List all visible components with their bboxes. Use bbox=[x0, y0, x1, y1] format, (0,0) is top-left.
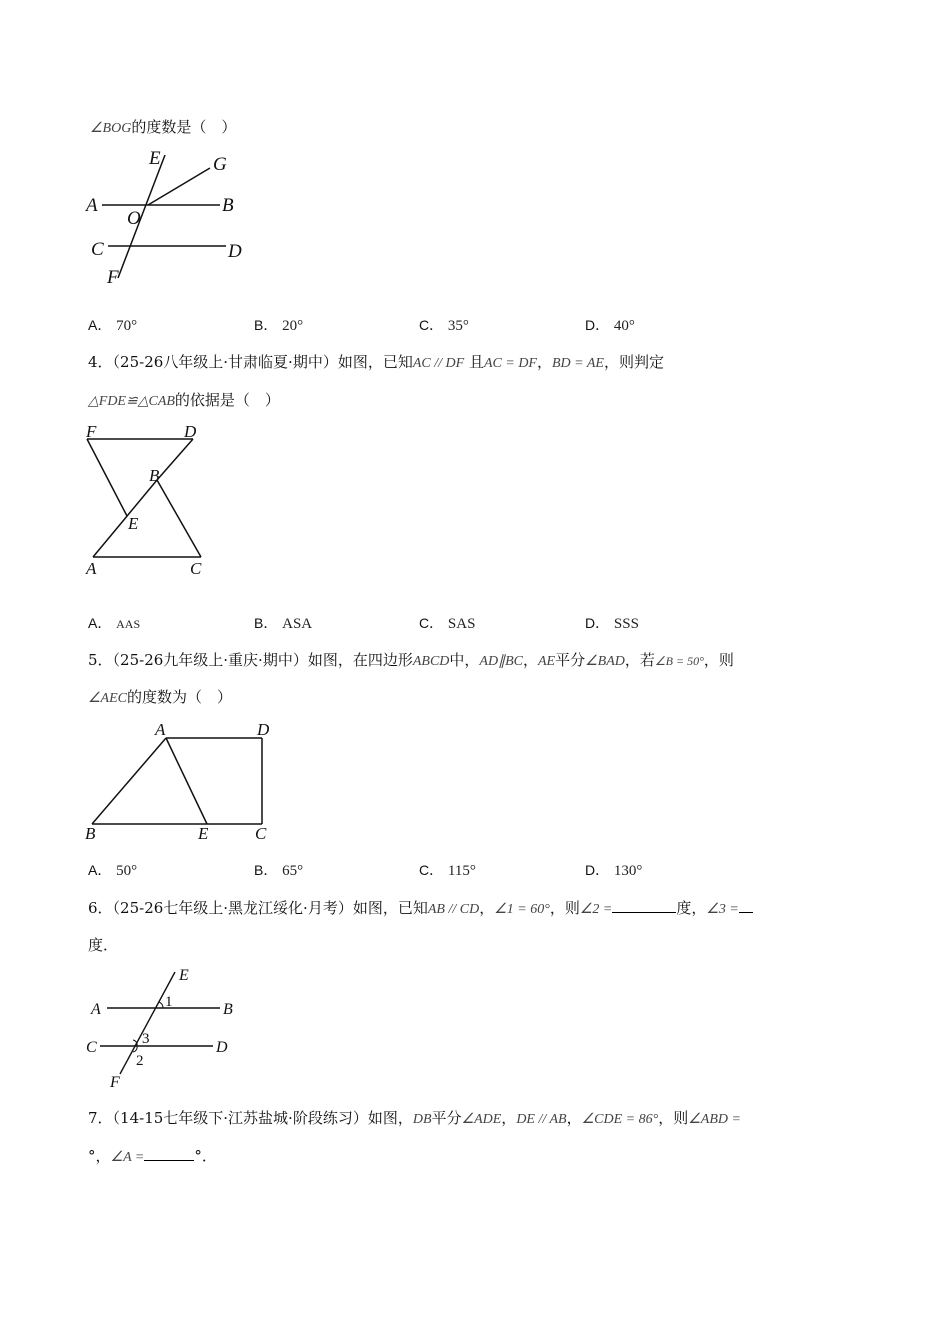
q5-option-b[interactable]: B． 65° bbox=[254, 862, 304, 879]
q5-option-c[interactable]: C． 115° bbox=[419, 862, 476, 879]
q4-number: 4． bbox=[88, 353, 113, 371]
q4-segment-db bbox=[157, 439, 193, 480]
q3-label-c: C bbox=[91, 239, 104, 260]
q4-figure bbox=[80, 420, 220, 580]
q4-label-b: B bbox=[149, 466, 160, 485]
q6-source: （25-26七年级上·黑龙江绥化·月考） bbox=[112, 899, 353, 917]
q3-line-ef bbox=[118, 155, 165, 278]
q3-label-f: F bbox=[107, 267, 119, 288]
q5-segment-ae bbox=[166, 738, 207, 824]
q5-line2: ∠AEC的度数为（ ） bbox=[88, 688, 233, 706]
q3-stem bbox=[90, 116, 236, 137]
q5-line1: 5．（25-26九年级上·重庆·期中）如图，在四边形ABCD中，AD∥BC，AE平分∠BAD，若∠B = 50°，则 bbox=[88, 651, 734, 669]
q5-source: （25-26九年级上·重庆·期中） bbox=[112, 651, 308, 669]
q3-label-a: A bbox=[86, 195, 98, 216]
q4-label-c: C bbox=[190, 559, 202, 578]
q6-label-f: F bbox=[110, 1074, 120, 1091]
q6-label-e: E bbox=[179, 967, 189, 984]
q4-line2: △FDE≌△CAB的依据是（ ） bbox=[88, 391, 280, 409]
q4-label-a: A bbox=[86, 559, 97, 578]
q3-label-b: B bbox=[222, 195, 234, 216]
q5-number: 5． bbox=[88, 651, 113, 669]
q5-label-b: B bbox=[85, 824, 96, 843]
q5-option-d[interactable]: D． 130° bbox=[585, 862, 643, 879]
q5-label-d: D bbox=[257, 720, 270, 739]
q4-line1: 4．（25-26八年级上·甘肃临夏·期中）如图，已知AC // DF 且AC = DF，BD = AE，则判定 bbox=[88, 353, 664, 371]
q4-label-e: E bbox=[128, 514, 139, 533]
q6-blank-2[interactable] bbox=[739, 898, 753, 913]
q3-stem-text: 的度数是（ ） bbox=[131, 118, 237, 136]
q4-option-b[interactable]: B． ASA bbox=[254, 615, 313, 632]
q6-blank-1[interactable] bbox=[612, 898, 676, 913]
q4-source: （25-26八年级上·甘肃临夏·期中） bbox=[112, 353, 338, 371]
q5-segment-ab bbox=[92, 738, 166, 824]
q6-label-2: 2 bbox=[136, 1053, 144, 1069]
q7-number: 7． bbox=[88, 1109, 113, 1127]
q6-label-b: B bbox=[223, 1001, 233, 1018]
q4-label-d: D bbox=[184, 422, 197, 441]
q3-label-d: D bbox=[228, 241, 242, 262]
q3-option-c[interactable]: C． 35° bbox=[419, 317, 469, 334]
q6-label-c: C bbox=[86, 1039, 97, 1056]
q6-label-a: A bbox=[91, 1001, 101, 1018]
q3-label-o: O bbox=[127, 208, 141, 229]
q5-label-c: C bbox=[255, 824, 267, 843]
q6-label-3: 3 bbox=[142, 1031, 150, 1047]
q6-number: 6． bbox=[88, 899, 113, 917]
q3-label-g: G bbox=[213, 154, 227, 175]
q3-option-a[interactable]: A． 70° bbox=[88, 317, 138, 334]
q3-stem-math: ∠BOG bbox=[90, 121, 132, 136]
q3-option-d[interactable]: D． 40° bbox=[585, 317, 635, 334]
q7-line1: 7．（14-15七年级下·江苏盐城·阶段练习）如图，DB平分∠ADE，DE // AB，∠CDE = 86°，则∠ABD = bbox=[88, 1109, 741, 1127]
q5-figure bbox=[80, 716, 280, 846]
q6-figure bbox=[80, 962, 250, 1092]
q4-label-f: F bbox=[86, 422, 97, 441]
q5-label-e: E bbox=[198, 824, 209, 843]
q4-segment-bc bbox=[157, 480, 201, 557]
q3-figure bbox=[80, 140, 260, 290]
q7-source: （14-15七年级下·江苏盐城·阶段练习） bbox=[112, 1109, 368, 1127]
q4-segment-fe bbox=[87, 439, 127, 516]
q6-label-1: 1 bbox=[165, 994, 173, 1010]
q7-blank-2[interactable] bbox=[144, 1146, 194, 1161]
q7-line2: °，∠A = °． bbox=[88, 1147, 217, 1165]
q3-option-b[interactable]: B． 20° bbox=[254, 317, 304, 334]
q6-line2: 度． bbox=[88, 936, 119, 954]
q6-label-d: D bbox=[216, 1039, 228, 1056]
q4-option-a[interactable]: A． AAS bbox=[88, 615, 141, 631]
q5-option-a[interactable]: A． 50° bbox=[88, 862, 138, 879]
q6-line1: 6．（25-26七年级上·黑龙江绥化·月考）如图，已知AB // CD，∠1 = 60°，则∠2 = 度，∠3 = bbox=[88, 897, 753, 918]
q4-option-d[interactable]: D． SSS bbox=[585, 615, 639, 632]
q5-label-a: A bbox=[155, 720, 166, 739]
q3-label-e: E bbox=[149, 148, 161, 169]
q6-angle-mark-1 bbox=[159, 1002, 163, 1008]
q4-option-c[interactable]: C． SAS bbox=[419, 615, 476, 632]
q6-line-ef bbox=[120, 972, 175, 1074]
q4-segment-ab bbox=[93, 480, 157, 557]
